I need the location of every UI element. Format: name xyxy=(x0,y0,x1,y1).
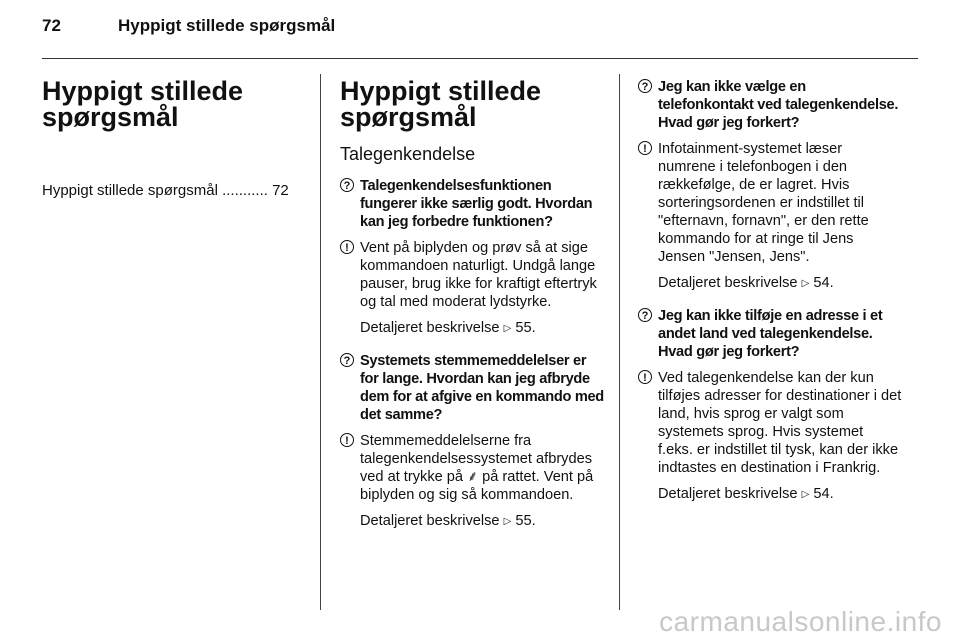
header-rule xyxy=(42,58,918,59)
faq-item xyxy=(340,352,608,531)
faq-column-left xyxy=(340,78,608,545)
faq-answer: Vent på biplyden og prøv så at sige kommandoen naturligt. Undgå lange pauser, brug ikke for kraftigt eftertryk og tal med moderat lydstyrke. xyxy=(360,240,597,310)
toc-column xyxy=(42,78,304,199)
arrow-right-icon: ▷ xyxy=(801,489,810,500)
section-heading: Hyppigt stillede spørgsmål xyxy=(340,76,542,132)
faq-question: Jeg kan ikke vælge en telefonkontakt ved talegenkendelse. Hvad gør jeg forkert? xyxy=(658,79,899,131)
answer-icon: ! xyxy=(340,433,354,447)
toc-entry-dots: ........... xyxy=(222,182,268,199)
detail-reference[interactable]: Detaljeret beskrivelse ▷ 55. xyxy=(360,513,536,529)
detail-reference[interactable]: Detaljeret beskrivelse ▷ 54. xyxy=(658,275,834,291)
answer-icon: ! xyxy=(638,370,652,384)
section-subheading: Talegenkendelse xyxy=(340,144,476,164)
voice-button-icon: ⸙ xyxy=(467,469,479,485)
faq-question: Jeg kan ikke tilføje en adresse i et andet land ved talegenkendelse. Hvad gør jeg forkert? xyxy=(658,308,883,360)
page-number: 72 xyxy=(42,16,61,35)
faq-item xyxy=(638,307,902,504)
column-divider xyxy=(320,74,321,610)
arrow-right-icon: ▷ xyxy=(503,323,512,334)
faq-answer: Stemmemeddelelserne fra talegenkendelsessystemet afbrydes ved at trykke på ⸙ på rattet. Vent på biplyden og sig så kommandoen. xyxy=(360,433,594,503)
detail-reference[interactable]: Detaljeret beskrivelse ▷ 55. xyxy=(360,320,536,336)
running-title: Hyppigt stillede spørgsmål xyxy=(118,16,336,35)
faq-column-right xyxy=(638,78,902,518)
toc-heading: Hyppigt stillede spørgsmål xyxy=(42,76,244,132)
watermark: carmanualsonline.info xyxy=(659,606,942,637)
detail-reference[interactable]: Detaljeret beskrivelse ▷ 54. xyxy=(658,486,834,502)
question-icon: ? xyxy=(638,308,652,322)
faq-item xyxy=(340,177,608,338)
toc-entry-page: 72 xyxy=(272,182,289,199)
faq-question: Systemets stemmemeddelelser er for lange. Hvordan kan jeg afbryde dem for at afgive en kommando med det samme? xyxy=(360,353,604,423)
column-divider xyxy=(619,74,620,610)
faq-item xyxy=(638,78,902,293)
faq-answer: Infotainment-systemet læser numrene i telefonbogen i den rækkefølge, de er lagret. Hvis sorteringsordenen er indstillet til "efternavn, fornavn", er den rette kommando for at ringe til Jens Jensen "Jensen, Jens". xyxy=(658,141,869,265)
arrow-right-icon: ▷ xyxy=(503,516,512,527)
toc-entry[interactable] xyxy=(42,182,304,199)
faq-answer: Ved talegenkendelse kan der kun tilføjes adresser for destinationer i det land, hvis sprog er valgt som systemets sprog. Hvis systemet f.eks. er indstillet til tysk, kan der ikke indtastes en destination i Frankrig. xyxy=(658,370,902,476)
toc-entry-label: Hyppigt stillede spørgsmål xyxy=(42,182,218,199)
question-icon: ? xyxy=(638,79,652,93)
question-icon: ? xyxy=(340,178,354,192)
faq-question: Talegenkendelsesfunktionen fungerer ikke særlig godt. Hvordan kan jeg forbedre funktionen? xyxy=(360,178,593,230)
question-icon: ? xyxy=(340,353,354,367)
answer-icon: ! xyxy=(638,141,652,155)
arrow-right-icon: ▷ xyxy=(801,278,810,289)
answer-icon: ! xyxy=(340,240,354,254)
